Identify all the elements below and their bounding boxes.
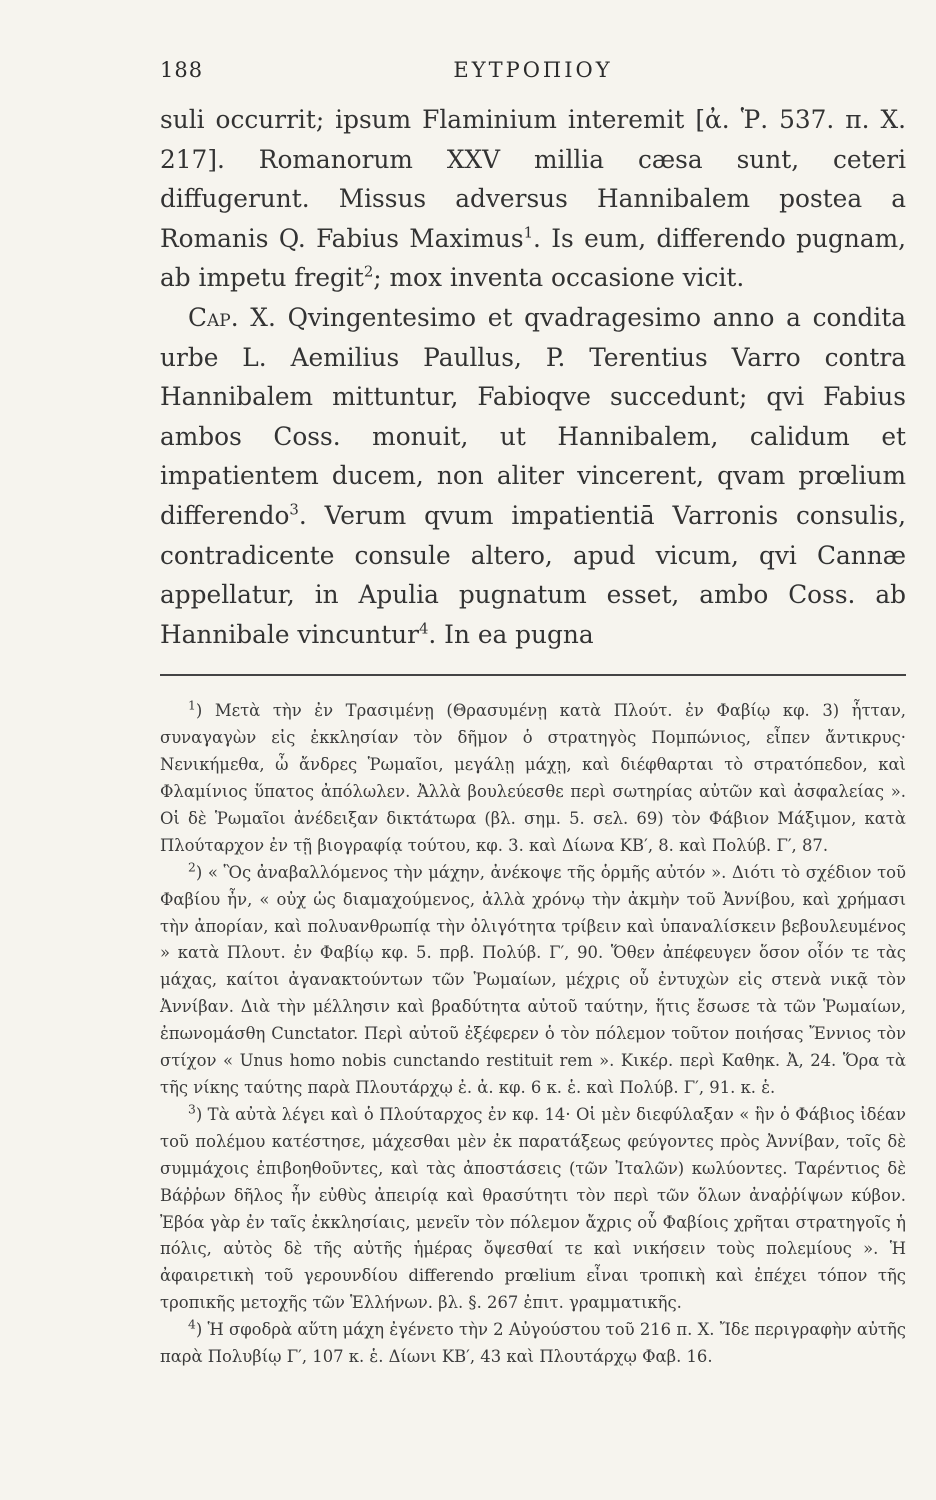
footnotes [160,698,906,1371]
footnote-ref-1: 1 [523,223,534,242]
page-number: 188 [160,58,204,82]
chapter-heading: Cap. X. [188,302,276,332]
footnote-2: $^2$) « Ὃς ἀναβαλλόμενος τὴν μάχην, ἀνέκοψε τῆς ὁρμῆς αὐτόν ». Διότι τὸ σχέδιον τοῦ Φαβίου ἦν, « οὐχ ὡς διαμαχούμενος, ἀλλὰ χρόνῳ τὴν ἀκμὴν τοῦ Ἀννίβου, καὶ χρήμασι τὴν ἀπορίαν, καὶ πολυανθρωπίᾳ τὴν ὀλιγότητα τρίβειν καὶ ὑπαναλίσκειν βεβουλευμένος » κατὰ Πλουτ. ἐν Φαβίῳ κφ. 5. πρβ. Πολύβ. Γ′, 90. Ὅθεν ἀπέφευγεν ὅσον οἷόν τε τὰς μάχας, καίτοι ἀγανακτούντων τῶν Ῥωμαίων, μέχρις οὗ ἐντυχὼν εἰς στενὰ νικᾷ τὸν Ἀννίβαν. Διὰ τὴν μέλλησιν καὶ βραδύτητα αὐτοῦ ταύτην, ἥτις ἔσωσε τὰ τῶν Ῥωμαίων, ἐπωνομάσθη Cunctator. Περὶ αὐτοῦ ἐξέφερεν ὁ τὸν πόλεμον τοῦτον ποιήσας Ἔννιος τὸν στίχον « Unus homo nobis cunctando restituit rem ». Κικέρ. περὶ Καθηκ. Ἀ, 24. Ὅρα τὰ τῆς νίκης ταύτης παρὰ Πλουτάρχῳ ἐ. ἀ. κφ. 6 κ. ἑ. καὶ Πολύβ. Γ′, 91. κ. ἑ. [160,860,906,1097]
book-page [160,58,906,1371]
page-header [160,58,906,98]
footnote-1: $^1$) Μετὰ τὴν ἐν Τρασιμένῃ (Θρασυμένῃ κατὰ Πλούτ. ἐν Φαβίῳ κφ. 3) ἧτταν, συναγαγὼν εἰς ἐκκλησίαν τὸν δῆμον ὁ στρατηγὸς Πομπώνιος, εἶπεν ἄντικρυς· Νενικήμεθα, ὦ ἄνδρες Ῥωμαῖοι, μεγάλῃ μάχῃ, καὶ διέφθαρται τὸ στρατόπεδον, καὶ Φλαμίνιος ὕπατος ἀπόλωλεν. Ἀλλὰ βουλεύεσθε περὶ σωτηρίας αὐτῶν καὶ ἀσφαλείας ». Οἱ δὲ Ῥωμαῖοι ἀνέδειξαν δικτάτωρα (βλ. σημ. 5. σελ. 69) τὸν Φάβιον Μάξιμον, κατὰ Πλούταρχον ἐν τῇ βιογραφίᾳ τούτου, κφ. 3. καὶ Δίωνα ΚΒ′, 8. καὶ Πολύβ. Γ′, 87. [160,698,906,855]
paragraph-2: Cap. X. Qvingentesimo et qvadragesimo anno a condita urbe L. Aemilius Paullus, P. Terentius Varro contra Hannibalem mittuntur, Fabioqve succedunt; qvi Fabius ambos Coss. monuit, ut Hannibalem, calidum et impatientem ducem, non aliter vincerent, qvam prœlium differendo$^3$. Verum qvum impatientiā Varronis consulis, contradicente consule altero, apud vicum, qvi Cannæ appellatur, in Apulia pugnatum esset, ambo Coss. ab Hannibale vincuntur$^4$. In ea pugna [160,302,906,649]
footnote-divider [160,674,906,676]
main-text [160,100,906,654]
footnote-3: $^3$) Τὰ αὐτὰ λέγει καὶ ὁ Πλούταρχος ἐν κφ. 14· Οἱ μὲν διεφύλαξαν « ἣν ὁ Φάβιος ἰδέαν τοῦ πολέμου κατέστησε, μάχεσθαι μὲν ἐκ παρατάξεως φεύγοντες πρὸς Ἀννίβαν, τοῖς δὲ συμμάχοις ἐπιβοηθοῦντες, καὶ τὰς ἀποστάσεις (τῶν Ἰταλῶν) κωλύοντες. Ταρέντιος δὲ Βάῤῥων δῆλος ἦν εὐθὺς ἀπειρίᾳ καὶ θρασύτητι τὸν περὶ τῶν ὅλων ἀναῤῥίψων κύβον. Ἐβόα γὰρ ἐν ταῖς ἐκκλησίαις, μενεῖν τὸν πόλεμον ἄχρις οὗ Φαβίοις χρῆται στρατηγοῖς ἡ πόλις, αὐτὸς δὲ τῆς αὐτῆς ἡμέρας ὄψεσθαί τε καὶ νικήσειν τοὺς πολεμίους ». Ἡ ἀφαιρετικὴ τοῦ γερουνδίου differendo prœlium εἶναι τροπικὴ καὶ ἐπέχει τόπον τῆς τροπικῆς μετοχῆς τῶν Ἑλλήνων. βλ. §. 267 ἐπιτ. γραμματικῆς. [160,1102,906,1313]
footnote-4: $^4$) Ἡ σφοδρὰ αὕτη μάχη ἐγένετο τὴν 2 Αὐγούστου τοῦ 216 π. Χ. Ἴδε περιγραφὴν αὐτῆς παρὰ Πολυβίῳ Γ′, 107 κ. ἑ. Δίωνι ΚΒ′, 43 καὶ Πλουτάρχῳ Φαβ. 16. [160,1317,906,1367]
footnote-ref-4: 4 [418,619,429,638]
footnote-ref-3: 3 [289,500,299,519]
paragraph-1: suli occurrit; ipsum Flaminium interemit [ἀ. Ῥ. 537. π. Χ. 217]. Romanorum XXV millia cæsa sunt, ceteri diffugerunt. Missus adversus Hannibalem postea a Romanis Q. Fabius Maximus$^1$. Is eum, differendo pugnam, ab impetu fregit$^2$; mox inventa occasione vicit. [160,105,906,293]
running-head: ΕΥΤΡΟΠΙΟΥ [453,58,613,82]
footnote-ref-2: 2 [363,263,374,282]
